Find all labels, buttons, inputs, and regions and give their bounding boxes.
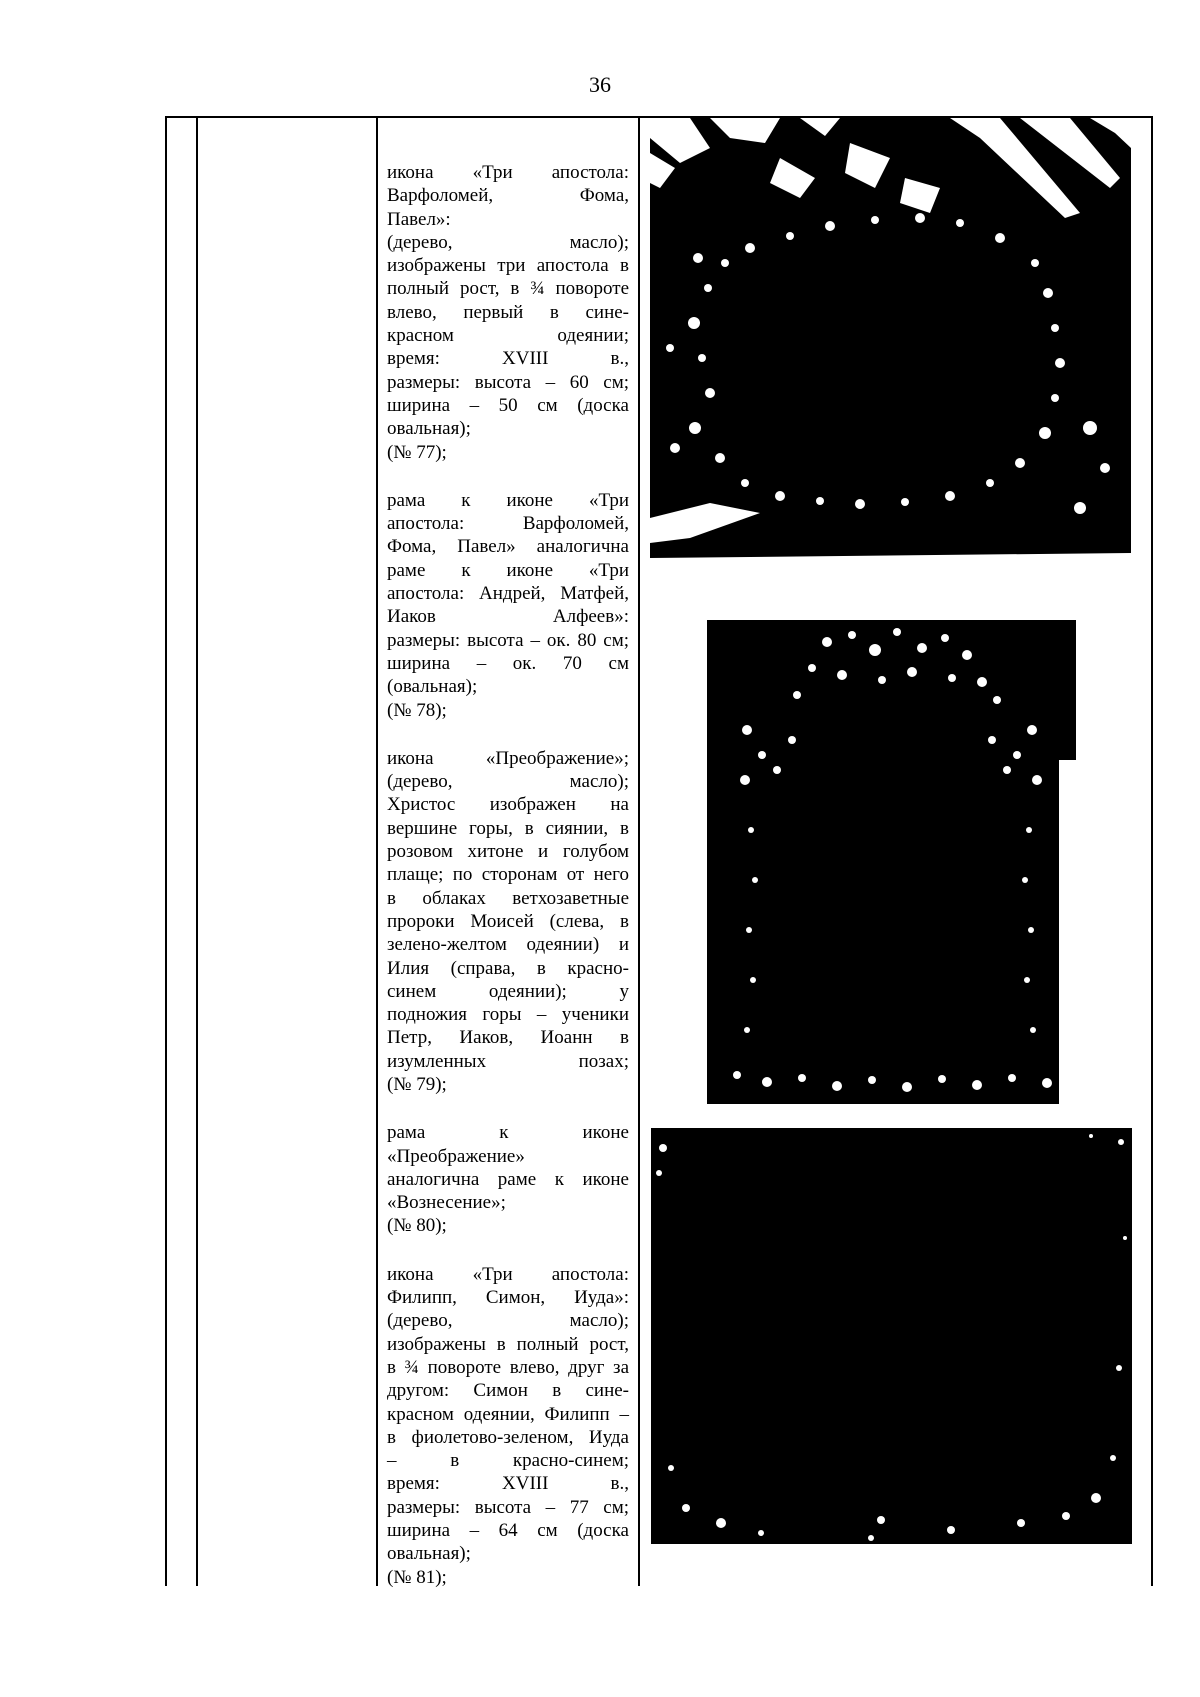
entry-line: рама к иконе [387, 1122, 629, 1144]
inventory-entry [387, 747, 629, 1096]
entry-line: влево, первый в сине- [387, 301, 629, 323]
entry-line: размеры: высота – 77 см; [387, 1496, 629, 1518]
entry-line: красном одеянии, Филипп – [387, 1403, 629, 1425]
entry-line: пророки Моисей (слева, в [387, 910, 629, 932]
entry-line: овальная); [387, 418, 471, 440]
entry-line: в фиолетово-зеленом, Иуда [387, 1426, 629, 1448]
entry-line: Варфоломей, Фома, [387, 185, 629, 207]
page-number: 36 [589, 72, 611, 97]
table-column-border [165, 116, 167, 1586]
entry-line: время: XVIII в., [387, 1473, 629, 1495]
entry-line: Филипп, Симон, Иуда»: [387, 1287, 629, 1309]
icon-photo-2 [707, 620, 1076, 1104]
entry-line: овальная); [387, 1543, 471, 1565]
entry-line: апостола: Андрей, Матфей, [387, 583, 629, 605]
entry-line: Фома, Павел» аналогична [387, 536, 629, 558]
entry-line: (дерево, масло); [387, 231, 629, 253]
inventory-entry [387, 161, 629, 464]
entry-line: (№ 81); [387, 1566, 447, 1588]
entry-line: розовом хитоне и голубом [387, 841, 629, 863]
entry-line: Петр, Иаков, Иоанн в [387, 1027, 629, 1049]
inventory-entry [387, 489, 629, 722]
entry-line: синем одеянии); у [387, 980, 629, 1002]
icon-photo-1 [650, 118, 1131, 572]
entry-line: икона «Три апостола: [387, 1263, 629, 1285]
entry-line: в ¾ повороте влево, друг за [387, 1356, 629, 1378]
entry-line: Павел»: [387, 208, 451, 230]
entry-line: зелено-желтом одеянии) и [387, 934, 629, 956]
entry-line: (№ 78); [387, 699, 447, 721]
entry-line: икона «Три апостола: [387, 162, 629, 183]
entry-line: красном одеянии; [387, 325, 629, 347]
entry-line: раме к иконе «Три [387, 559, 629, 581]
entry-line: Илия (справа, в красно- [387, 957, 629, 979]
entry-line: (овальная); [387, 676, 478, 698]
entry-line: плаще; по сторонам от него [387, 864, 629, 886]
entry-line: (дерево, масло); [387, 1310, 629, 1332]
entry-line: изумленных позах; [387, 1050, 629, 1072]
entry-line: ширина – 64 см (доска [387, 1520, 629, 1542]
entry-line: полный рост, в ¾ повороте [387, 278, 629, 300]
entry-line: размеры: высота – ок. 80 см; [387, 629, 629, 651]
inventory-entry [387, 1263, 629, 1589]
description-column [387, 161, 629, 1614]
entry-line: другом: Симон в сине- [387, 1380, 629, 1402]
entry-line: (№ 80); [387, 1215, 447, 1237]
entry-line: рама к иконе «Три [387, 489, 629, 511]
entry-line: «Вознесение»; [387, 1192, 506, 1214]
entry-line: Иаков Алфеев»: [387, 606, 629, 628]
entry-line: подножия горы – ученики [387, 1004, 629, 1026]
entry-line: ширина – ок. 70 см [387, 652, 629, 674]
entry-line: (дерево, масло); [387, 771, 629, 793]
entry-line: размеры: высота – 60 см; [387, 371, 629, 393]
table-column-border [1151, 116, 1153, 1586]
inventory-entry [387, 1121, 629, 1237]
entry-line: аналогична раме к иконе [387, 1168, 629, 1190]
table-column-border [376, 116, 378, 1586]
table-column-border [196, 116, 198, 1586]
entry-line: – в красно-синем; [387, 1450, 629, 1472]
entry-line: время: XVIII в., [387, 348, 629, 370]
entry-line: «Преображение» [387, 1145, 525, 1167]
entry-line: вершине горы, в сиянии, в [387, 817, 629, 839]
entry-line: ширина – 50 см (доска [387, 394, 629, 416]
table-column-border [638, 116, 640, 1586]
icon-photo-3 [651, 1128, 1132, 1544]
entry-line: (№ 79); [387, 1073, 447, 1095]
entry-line: апостола: Варфоломей, [387, 513, 629, 535]
entry-line: Христос изображен на [387, 794, 629, 816]
entry-line: (№ 77); [387, 441, 447, 463]
entry-line: в облаках ветхозаветные [387, 887, 629, 909]
entry-line: изображены в полный рост, [387, 1333, 629, 1355]
entry-line: икона «Преображение»; [387, 747, 629, 769]
entry-line: изображены три апостола в [387, 255, 629, 277]
